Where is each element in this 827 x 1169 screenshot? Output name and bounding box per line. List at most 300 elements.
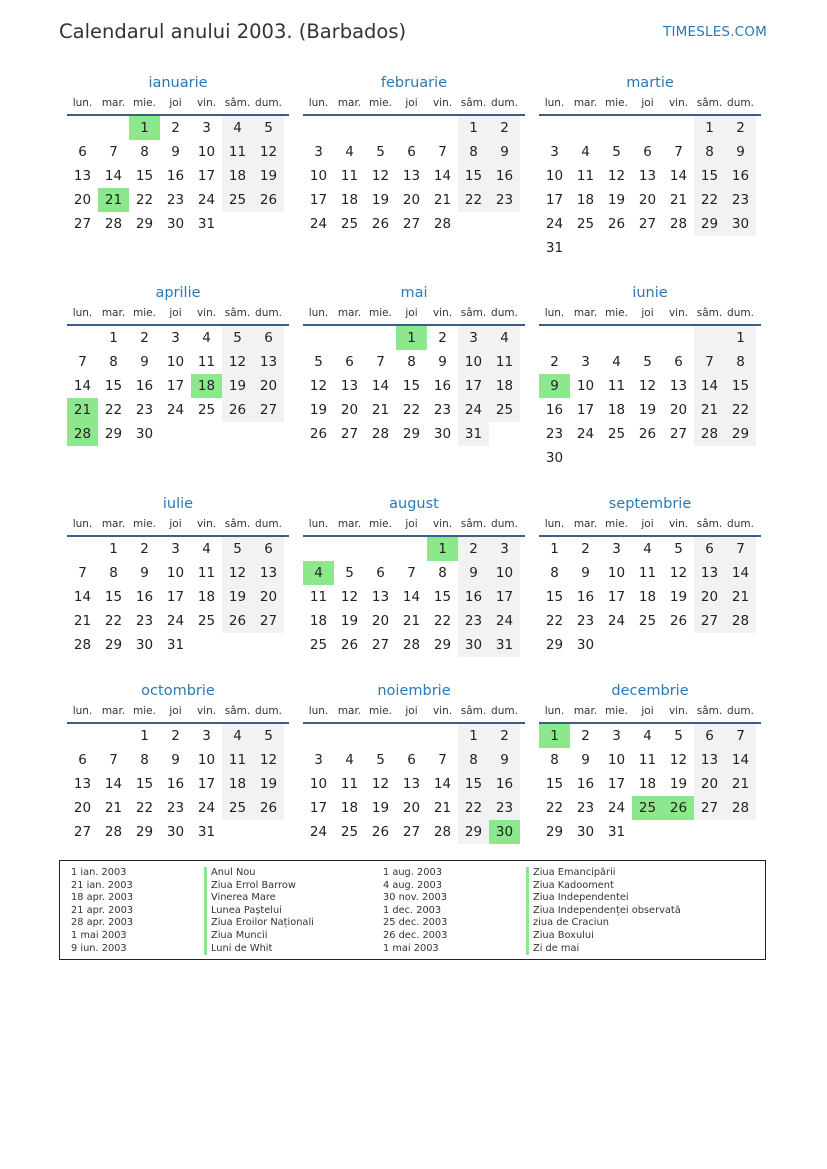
day-cell[interactable]: 6 [78,752,87,768]
day-cell[interactable]: 5 [253,116,284,140]
day-cell[interactable]: 13 [694,748,725,772]
day-cell[interactable]: 8 [140,752,149,768]
day-cell[interactable]: 6 [407,752,416,768]
day-cell[interactable]: 9 [489,140,520,164]
day-cell[interactable]: 8 [109,354,118,370]
day-cell[interactable]: 4 [202,330,211,346]
day-cell[interactable]: 18 [340,192,359,208]
day-cell[interactable]: 31 [607,824,626,840]
day-cell[interactable]: 14 [402,589,421,605]
day-cell[interactable]: 7 [109,144,118,160]
day-cell[interactable]: 2 [550,354,559,370]
day-cell[interactable]: 19 [371,192,390,208]
day-cell[interactable]: 6 [407,144,416,160]
day-cell[interactable]: 22 [402,402,421,418]
day-cell[interactable]: 9 [725,140,756,164]
day-cell[interactable]: 9 [489,748,520,772]
day-cell[interactable]: 9 [140,354,149,370]
day-cell[interactable]: 25 [489,398,520,422]
day-cell[interactable]: 4 [222,116,253,140]
day-cell[interactable]: 15 [458,772,489,796]
day-cell[interactable]: 11 [576,168,595,184]
day-cell[interactable]: 9 [171,752,180,768]
day-cell[interactable]: 29 [458,820,489,844]
day-cell[interactable]: 3 [489,537,520,561]
day-cell[interactable]: 4 [345,752,354,768]
day-cell[interactable]: 10 [166,354,185,370]
day-cell[interactable]: 3 [550,144,559,160]
day-cell[interactable]: 24 [309,216,328,232]
day-cell[interactable]: 21 [669,192,688,208]
day-cell[interactable]: 16 [489,164,520,188]
day-cell[interactable]: 24 [309,824,328,840]
day-cell[interactable]: 13 [694,561,725,585]
day-cell[interactable]: 27 [73,824,92,840]
day-cell[interactable]: 21 [371,402,390,418]
day-cell[interactable]: 31 [197,824,216,840]
day-cell[interactable]: 22 [104,402,123,418]
day-cell[interactable]: 6 [78,144,87,160]
day-cell[interactable]: 14 [73,378,92,394]
day-cell[interactable]: 15 [545,589,564,605]
day-cell[interactable]: 11 [607,378,626,394]
day-cell[interactable]: 18 [340,800,359,816]
day-cell[interactable]: 1 [427,537,458,561]
day-cell[interactable]: 14 [725,561,756,585]
day-cell[interactable]: 27 [402,216,421,232]
day-cell[interactable]: 10 [545,168,564,184]
day-cell[interactable]: 10 [166,565,185,581]
day-cell[interactable]: 14 [104,168,123,184]
day-cell[interactable]: 11 [489,350,520,374]
day-cell[interactable]: 3 [314,752,323,768]
day-cell[interactable]: 23 [433,402,452,418]
day-cell[interactable]: 27 [73,216,92,232]
day-cell[interactable]: 26 [340,637,359,653]
day-cell[interactable]: 31 [166,637,185,653]
day-cell[interactable]: 14 [433,776,452,792]
day-cell[interactable]: 7 [438,144,447,160]
day-cell[interactable]: 19 [669,589,688,605]
day-cell[interactable]: 29 [545,824,564,840]
day-cell[interactable]: 28 [104,824,123,840]
day-cell[interactable]: 5 [376,144,385,160]
day-cell[interactable]: 17 [576,402,595,418]
day-cell[interactable]: 5 [314,354,323,370]
day-cell[interactable]: 11 [197,354,216,370]
day-cell[interactable]: 4 [643,541,652,557]
day-cell[interactable]: 17 [607,589,626,605]
day-cell[interactable]: 31 [458,422,489,446]
day-cell[interactable]: 1 [550,541,559,557]
day-cell[interactable]: 25 [222,188,253,212]
day-cell[interactable]: 18 [309,613,328,629]
day-cell[interactable]: 24 [197,800,216,816]
day-cell[interactable]: 3 [171,330,180,346]
day-cell[interactable]: 17 [197,776,216,792]
day-cell[interactable]: 1 [458,116,489,140]
day-cell[interactable]: 29 [433,637,452,653]
day-cell[interactable]: 12 [371,168,390,184]
day-cell[interactable]: 8 [458,140,489,164]
day-cell[interactable]: 13 [73,776,92,792]
day-cell[interactable]: 2 [171,728,180,744]
day-cell[interactable]: 12 [222,350,253,374]
day-cell[interactable]: 17 [489,585,520,609]
day-cell[interactable]: 25 [197,402,216,418]
day-cell[interactable]: 13 [253,350,284,374]
day-cell[interactable]: 25 [222,796,253,820]
day-cell[interactable]: 20 [402,192,421,208]
day-cell[interactable]: 17 [166,589,185,605]
day-cell[interactable]: 2 [438,330,447,346]
day-cell[interactable]: 30 [725,212,756,236]
day-cell[interactable]: 30 [576,824,595,840]
day-cell[interactable]: 30 [135,426,154,442]
day-cell[interactable]: 16 [135,378,154,394]
day-cell[interactable]: 27 [694,609,725,633]
day-cell[interactable]: 30 [135,637,154,653]
day-cell[interactable]: 4 [345,144,354,160]
day-cell[interactable]: 16 [166,168,185,184]
day-cell[interactable]: 22 [725,398,756,422]
day-cell[interactable]: 12 [607,168,626,184]
day-cell[interactable]: 5 [674,728,683,744]
day-cell[interactable]: 20 [638,192,657,208]
day-cell[interactable]: 19 [253,164,284,188]
day-cell[interactable]: 17 [309,800,328,816]
day-cell[interactable]: 12 [309,378,328,394]
day-cell[interactable]: 30 [576,637,595,653]
day-cell[interactable]: 17 [607,776,626,792]
day-cell[interactable]: 16 [576,589,595,605]
day-cell[interactable]: 2 [725,116,756,140]
day-cell[interactable]: 22 [135,192,154,208]
day-cell[interactable]: 1 [109,541,118,557]
day-cell[interactable]: 21 [694,398,725,422]
day-cell[interactable]: 20 [73,192,92,208]
day-cell[interactable]: 14 [669,168,688,184]
day-cell[interactable]: 3 [202,728,211,744]
day-cell[interactable]: 21 [725,772,756,796]
day-cell[interactable]: 1 [458,724,489,748]
day-cell[interactable]: 20 [253,374,284,398]
day-cell[interactable]: 9 [539,374,570,398]
day-cell[interactable]: 13 [340,378,359,394]
day-cell[interactable]: 6 [345,354,354,370]
day-cell[interactable]: 1 [539,724,570,748]
day-cell[interactable]: 12 [253,140,284,164]
day-cell[interactable]: 14 [104,776,123,792]
day-cell[interactable]: 21 [73,613,92,629]
day-cell[interactable]: 13 [669,378,688,394]
day-cell[interactable]: 24 [166,402,185,418]
day-cell[interactable]: 13 [73,168,92,184]
day-cell[interactable]: 16 [135,589,154,605]
day-cell[interactable]: 28 [694,422,725,446]
day-cell[interactable]: 29 [545,637,564,653]
day-cell[interactable]: 11 [340,168,359,184]
day-cell[interactable]: 11 [340,776,359,792]
day-cell[interactable]: 10 [458,350,489,374]
day-cell[interactable]: 8 [109,565,118,581]
day-cell[interactable]: 10 [197,752,216,768]
day-cell[interactable]: 14 [371,378,390,394]
day-cell[interactable]: 2 [489,116,520,140]
day-cell[interactable]: 15 [135,168,154,184]
day-cell[interactable]: 26 [253,796,284,820]
day-cell[interactable]: 23 [576,613,595,629]
day-cell[interactable]: 19 [638,402,657,418]
day-cell[interactable]: 22 [458,188,489,212]
day-cell[interactable]: 12 [669,565,688,581]
day-cell[interactable]: 8 [550,752,559,768]
day-cell[interactable]: 7 [725,537,756,561]
day-cell[interactable]: 11 [222,140,253,164]
day-cell[interactable]: 16 [433,378,452,394]
day-cell[interactable]: 1 [129,116,160,140]
day-cell[interactable]: 16 [166,776,185,792]
day-cell[interactable]: 14 [725,748,756,772]
day-cell[interactable]: 24 [607,800,626,816]
day-cell[interactable]: 6 [376,565,385,581]
day-cell[interactable]: 27 [638,216,657,232]
day-cell[interactable]: 8 [438,565,447,581]
day-cell[interactable]: 25 [607,426,626,442]
day-cell[interactable]: 21 [725,585,756,609]
day-cell[interactable]: 20 [669,402,688,418]
day-cell[interactable]: 23 [458,609,489,633]
day-cell[interactable]: 4 [643,728,652,744]
day-cell[interactable]: 12 [222,561,253,585]
day-cell[interactable]: 7 [407,565,416,581]
day-cell[interactable]: 19 [669,776,688,792]
day-cell[interactable]: 17 [309,192,328,208]
day-cell[interactable]: 26 [663,796,694,820]
day-cell[interactable]: 11 [222,748,253,772]
day-cell[interactable]: 5 [253,724,284,748]
day-cell[interactable]: 10 [607,565,626,581]
day-cell[interactable]: 27 [340,426,359,442]
day-cell[interactable]: 21 [402,613,421,629]
day-cell[interactable]: 20 [694,772,725,796]
day-cell[interactable]: 13 [402,168,421,184]
day-cell[interactable]: 4 [489,326,520,350]
day-cell[interactable]: 7 [694,350,725,374]
day-cell[interactable]: 13 [371,589,390,605]
day-cell[interactable]: 10 [607,752,626,768]
day-cell[interactable]: 5 [376,752,385,768]
day-cell[interactable]: 28 [725,609,756,633]
day-cell[interactable]: 26 [371,824,390,840]
day-cell[interactable]: 1 [725,326,756,350]
day-cell[interactable]: 11 [309,589,328,605]
day-cell[interactable]: 8 [407,354,416,370]
day-cell[interactable]: 12 [371,776,390,792]
day-cell[interactable]: 9 [438,354,447,370]
day-cell[interactable]: 13 [253,561,284,585]
day-cell[interactable]: 22 [545,613,564,629]
day-cell[interactable]: 8 [458,748,489,772]
day-cell[interactable]: 27 [371,637,390,653]
day-cell[interactable]: 28 [725,796,756,820]
day-cell[interactable]: 11 [638,752,657,768]
day-cell[interactable]: 19 [607,192,626,208]
day-cell[interactable]: 29 [104,426,123,442]
day-cell[interactable]: 8 [140,144,149,160]
day-cell[interactable]: 5 [643,354,652,370]
day-cell[interactable]: 29 [104,637,123,653]
day-cell[interactable]: 10 [309,168,328,184]
day-cell[interactable]: 6 [643,144,652,160]
day-cell[interactable]: 3 [612,541,621,557]
day-cell[interactable]: 3 [458,326,489,350]
day-cell[interactable]: 28 [433,824,452,840]
day-cell[interactable]: 15 [725,374,756,398]
day-cell[interactable]: 2 [581,541,590,557]
day-cell[interactable]: 10 [576,378,595,394]
day-cell[interactable]: 31 [545,240,564,256]
day-cell[interactable]: 25 [576,216,595,232]
day-cell[interactable]: 23 [545,426,564,442]
day-cell[interactable]: 5 [222,537,253,561]
day-cell[interactable]: 6 [253,326,284,350]
day-cell[interactable]: 6 [674,354,683,370]
day-cell[interactable]: 15 [135,776,154,792]
day-cell[interactable]: 2 [140,330,149,346]
day-cell[interactable]: 4 [202,541,211,557]
day-cell[interactable]: 25 [197,613,216,629]
day-cell[interactable]: 20 [73,800,92,816]
day-cell[interactable]: 22 [694,188,725,212]
day-cell[interactable]: 24 [489,609,520,633]
day-cell[interactable]: 30 [458,633,489,657]
day-cell[interactable]: 25 [632,796,663,820]
day-cell[interactable]: 18 [197,589,216,605]
day-cell[interactable]: 18 [576,192,595,208]
day-cell[interactable]: 10 [309,776,328,792]
day-cell[interactable]: 26 [607,216,626,232]
day-cell[interactable]: 24 [545,216,564,232]
day-cell[interactable]: 26 [222,609,253,633]
day-cell[interactable]: 2 [140,541,149,557]
day-cell[interactable]: 21 [67,398,98,422]
day-cell[interactable]: 26 [222,398,253,422]
day-cell[interactable]: 18 [222,772,253,796]
day-cell[interactable]: 23 [135,613,154,629]
day-cell[interactable]: 27 [402,824,421,840]
day-cell[interactable]: 20 [340,402,359,418]
day-cell[interactable]: 23 [166,192,185,208]
day-cell[interactable]: 19 [340,613,359,629]
day-cell[interactable]: 9 [171,144,180,160]
day-cell[interactable]: 23 [489,796,520,820]
day-cell[interactable]: 2 [458,537,489,561]
day-cell[interactable]: 7 [725,724,756,748]
day-cell[interactable]: 28 [104,216,123,232]
day-cell[interactable]: 22 [433,613,452,629]
day-cell[interactable]: 30 [166,216,185,232]
day-cell[interactable]: 18 [222,164,253,188]
day-cell[interactable]: 3 [612,728,621,744]
day-cell[interactable]: 18 [191,374,222,398]
day-cell[interactable]: 22 [135,800,154,816]
day-cell[interactable]: 25 [340,216,359,232]
day-cell[interactable]: 26 [309,426,328,442]
day-cell[interactable]: 16 [725,164,756,188]
day-cell[interactable]: 28 [67,422,98,446]
day-cell[interactable]: 7 [109,752,118,768]
day-cell[interactable]: 12 [340,589,359,605]
day-cell[interactable]: 14 [694,374,725,398]
day-cell[interactable]: 16 [458,585,489,609]
day-cell[interactable]: 15 [458,164,489,188]
day-cell[interactable]: 3 [202,120,211,136]
day-cell[interactable]: 15 [104,378,123,394]
day-cell[interactable]: 22 [104,613,123,629]
day-cell[interactable]: 12 [669,752,688,768]
day-cell[interactable]: 15 [694,164,725,188]
day-cell[interactable]: 6 [253,537,284,561]
day-cell[interactable]: 4 [612,354,621,370]
day-cell[interactable]: 1 [140,728,149,744]
day-cell[interactable]: 9 [581,752,590,768]
day-cell[interactable]: 31 [489,633,520,657]
day-cell[interactable]: 7 [438,752,447,768]
day-cell[interactable]: 24 [458,398,489,422]
day-cell[interactable]: 2 [489,724,520,748]
day-cell[interactable]: 18 [607,402,626,418]
day-cell[interactable]: 30 [166,824,185,840]
day-cell[interactable]: 7 [78,565,87,581]
day-cell[interactable]: 15 [402,378,421,394]
day-cell[interactable]: 4 [581,144,590,160]
day-cell[interactable]: 1 [694,116,725,140]
day-cell[interactable]: 4 [303,561,334,585]
day-cell[interactable]: 25 [309,637,328,653]
day-cell[interactable]: 28 [669,216,688,232]
day-cell[interactable]: 22 [458,796,489,820]
day-cell[interactable]: 19 [371,800,390,816]
day-cell[interactable]: 23 [166,800,185,816]
day-cell[interactable]: 20 [371,613,390,629]
day-cell[interactable]: 26 [371,216,390,232]
day-cell[interactable]: 15 [433,589,452,605]
day-cell[interactable]: 23 [135,402,154,418]
day-cell[interactable]: 20 [694,585,725,609]
day-cell[interactable]: 29 [725,422,756,446]
day-cell[interactable]: 10 [197,144,216,160]
day-cell[interactable]: 26 [669,613,688,629]
day-cell[interactable]: 26 [253,188,284,212]
day-cell[interactable]: 3 [171,541,180,557]
day-cell[interactable]: 27 [669,426,688,442]
day-cell[interactable]: 21 [104,800,123,816]
day-cell[interactable]: 29 [135,216,154,232]
day-cell[interactable]: 9 [140,565,149,581]
day-cell[interactable]: 12 [253,748,284,772]
day-cell[interactable]: 21 [433,192,452,208]
day-cell[interactable]: 19 [309,402,328,418]
day-cell[interactable]: 19 [222,374,253,398]
day-cell[interactable]: 18 [489,374,520,398]
day-cell[interactable]: 2 [171,120,180,136]
day-cell[interactable]: 28 [371,426,390,442]
day-cell[interactable]: 11 [638,565,657,581]
day-cell[interactable]: 3 [314,144,323,160]
day-cell[interactable]: 30 [433,426,452,442]
day-cell[interactable]: 29 [135,824,154,840]
